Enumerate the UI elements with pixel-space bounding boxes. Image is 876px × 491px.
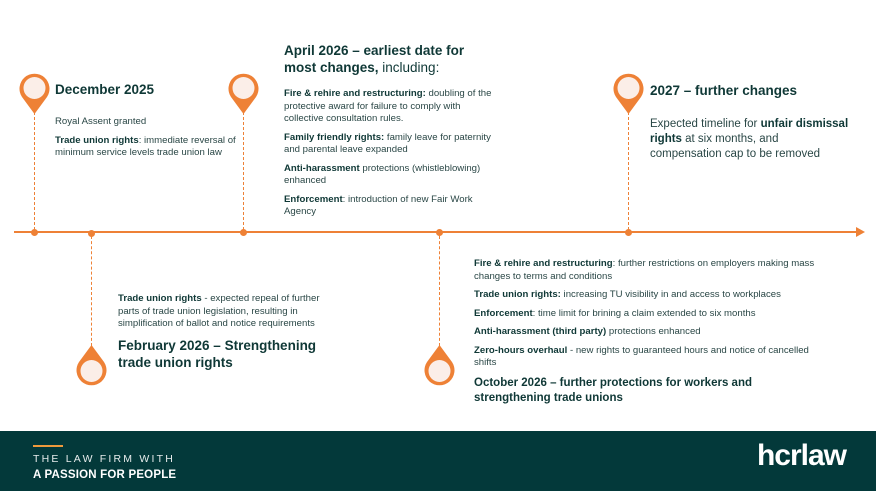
event-apr-2026 (284, 42, 494, 225)
timeline-dot-2027 (625, 229, 632, 236)
event-item: Zero-hours overhaul - new rights to guaranteed hours and notice of cancelled shifts (474, 344, 809, 368)
timeline-dot-oct-2026 (436, 229, 443, 236)
event-item: Trade union rights - expected repeal of further parts of trade union legislation, resulting in simplification of ballot and notice requirements (118, 293, 320, 329)
timeline-dot-dec-2025 (31, 229, 38, 236)
map-pin-icon (423, 344, 456, 386)
event-title: April 2026 – earliest date for most changes, including: (284, 43, 465, 75)
event-oct-2026 (474, 258, 819, 406)
event-title: February 2026 – Strengthening trade union rights (118, 337, 317, 370)
event-item: Fire & rehire and restructuring: doubling of the protective award for failure to comply with collective consultation rules. (284, 88, 492, 124)
event-item: Enforcement: introduction of new Fair Work Agency (284, 193, 473, 217)
event-title: December 2025 (55, 82, 155, 97)
event-item: Enforcement: time limit for brining a claim extended to six months (474, 307, 756, 319)
connector-oct-2026 (439, 236, 440, 346)
event-item: Expected timeline for unfair dismissal rights at six months, and compensation cap to be removed (650, 118, 849, 160)
event-item: Trade union rights: immediate reversal of minimum service levels trade union law (55, 134, 236, 158)
event-title: 2027 – further changes (650, 83, 798, 98)
event-feb-2026 (118, 293, 343, 371)
timeline-arrowhead-icon (856, 227, 865, 237)
event-item: Anti-harassment protections (whistleblowing) enhanced (284, 162, 481, 186)
event-title: October 2026 – further protections for workers and strengthening trade unions (474, 376, 752, 404)
event-item: Anti-harassment (third party) protections enhanced (474, 326, 701, 337)
event-item: Fire & rehire and restructuring: further restrictions on employers making mass changes to terms and conditions (474, 258, 815, 282)
timeline-dot-apr-2026 (240, 229, 247, 236)
hcrlaw-logo: hcrlaw (756, 439, 846, 472)
map-pin-icon (18, 73, 51, 115)
event-item: Royal Assent granted (55, 116, 147, 127)
event-item: Family friendly rights: family leave for paternity and parental leave expanded (284, 131, 491, 155)
footer-tagline-line2: A PASSION FOR PEOPLE (33, 469, 177, 481)
footer-tagline-line1: THE LAW FIRM WITH (33, 453, 176, 465)
footer-accent-bar (33, 445, 63, 447)
map-pin-icon (75, 344, 108, 386)
map-pin-icon (612, 73, 645, 115)
footer (0, 431, 876, 491)
event-dec-2025 (55, 81, 255, 166)
connector-2027 (628, 112, 629, 230)
connector-dec-2025 (34, 112, 35, 230)
event-item: Trade union rights: increasing TU visibility in and access to workplaces (474, 289, 781, 300)
event-2027 (650, 82, 850, 162)
connector-feb-2026 (91, 236, 92, 346)
